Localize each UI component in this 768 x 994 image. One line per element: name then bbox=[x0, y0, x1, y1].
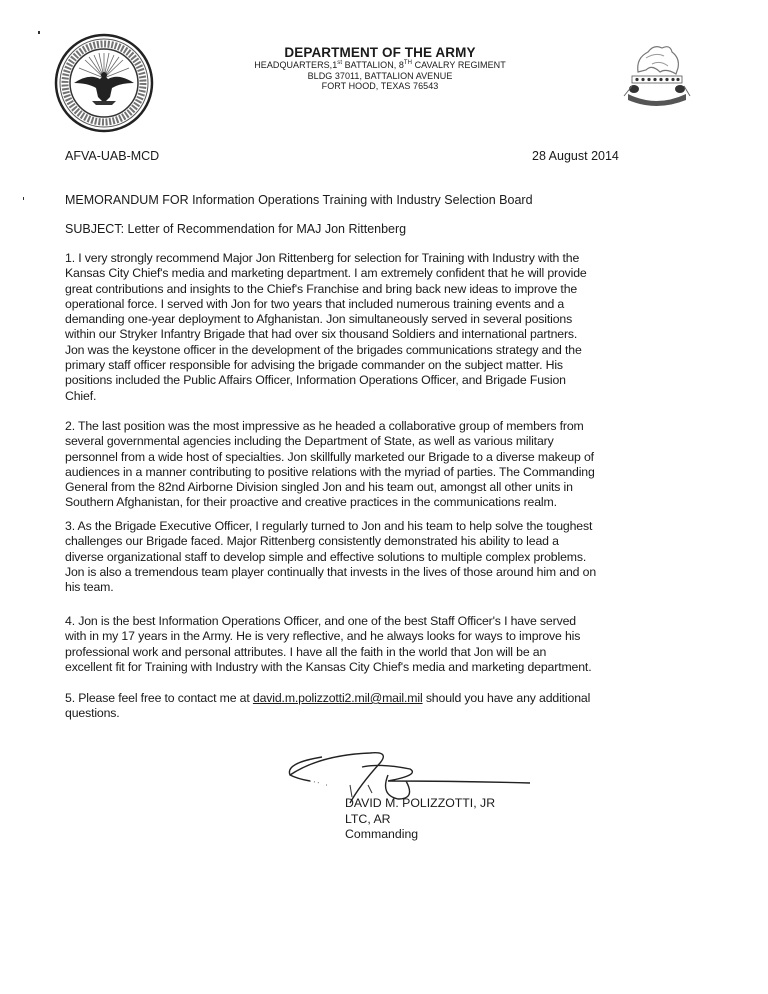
address-line-2: FORT HOOD, TEXAS 76543 bbox=[321, 81, 439, 91]
memorandum-for: MEMORANDUM FOR Information Operations Training with Industry Selection Board bbox=[65, 193, 533, 207]
cavalry-crest-icon bbox=[616, 38, 696, 110]
paragraph-5: 5. Please feel free to contact me at david.m.polizzotti2.mil@mail.mil should you have any additional questions. bbox=[65, 691, 591, 721]
dod-seal-icon bbox=[54, 33, 154, 133]
memo-date: 28 August 2014 bbox=[532, 149, 619, 163]
contact-email-link[interactable]: david.m.polizzotti2.mil@mail.mil bbox=[252, 691, 423, 705]
address-line-1: BLDG 37011, BATTALION AVENUE bbox=[307, 70, 453, 81]
paragraph-2: 2. The last position was the most impressive as he headed a collaborative group of members from several governmental agencies including the Department of State, as well as various military personnel from a wide host of specialties. Jon skillfully marketed our Brigade to a diverse makeup of audiences in a manner contributing to positive relations with the myriad of parties. The Commanding General from the 82nd Airborne Division singled Jon and his team out, amongst all other units in Southern Afghanistan, for their proactive and creative practices in the communications realm. bbox=[65, 419, 595, 510]
signature-block bbox=[345, 796, 495, 843]
headquarters-line: HEADQUARTERS,1st BATTALION, 8TH CAVALRY REGIMENT bbox=[254, 60, 506, 70]
subject-line: SUBJECT: Letter of Recommendation for MAJ Jon Rittenberg bbox=[65, 222, 407, 236]
department-name: DEPARTMENT OF THE ARMY bbox=[284, 45, 476, 60]
signer-title: Commanding bbox=[345, 827, 419, 841]
paragraph-4: 4. Jon is the best Information Operations Officer, and one of the best Staff Officer's I have served with in my 17 years in the Army. He is very reflective, and he always looks for ways to improve his professional work and personal attributes. I have all the faith in the world that Jon will be an excellent fit for Training with Industry with the Kansas City Chief's media and marketing department. bbox=[65, 614, 592, 674]
letterhead bbox=[200, 46, 560, 92]
paragraph-1: 1. I very strongly recommend Major Jon Rittenberg for selection for Training with Industry with the Kansas City Chief's media and marketing department. I am extremely confident that he will provide great contributions and insights to the Chief's Franchise and bring back new ideas to improve the operational force. I served with Jon for two years that included numerous training events and a demanding one-year deployment to Afghanistan. Jon simultaneously served in several positions within our Stryker Infantry Brigade that had over six thousand Soldiers and international partners. Jon was the keystone officer in the development of the brigades communications strategy and the primary staff officer responsible for advising the brigade commander on the subject matter. His positions included the Public Affairs Officer, Information Operations Officer, and Brigade Fusion Chief. bbox=[65, 251, 587, 403]
office-symbol: AFVA-UAB-MCD bbox=[65, 149, 160, 163]
scan-speck bbox=[23, 197, 24, 200]
scan-speck bbox=[38, 31, 40, 34]
signer-rank: LTC, AR bbox=[345, 811, 391, 826]
paragraph-3: 3. As the Brigade Executive Officer, I regularly turned to Jon and his team to help solve the toughest challenges our Brigade faced. Major Rittenberg consistently demonstrated his ability to lead a diverse organizational staff to develop simple and effective solutions to multiple complex problems. Jon is also a tremendous team player continually that invests in the lives of those around him and on his team. bbox=[65, 519, 597, 595]
signer-name: DAVID M. POLIZZOTTI, JR bbox=[345, 796, 496, 810]
